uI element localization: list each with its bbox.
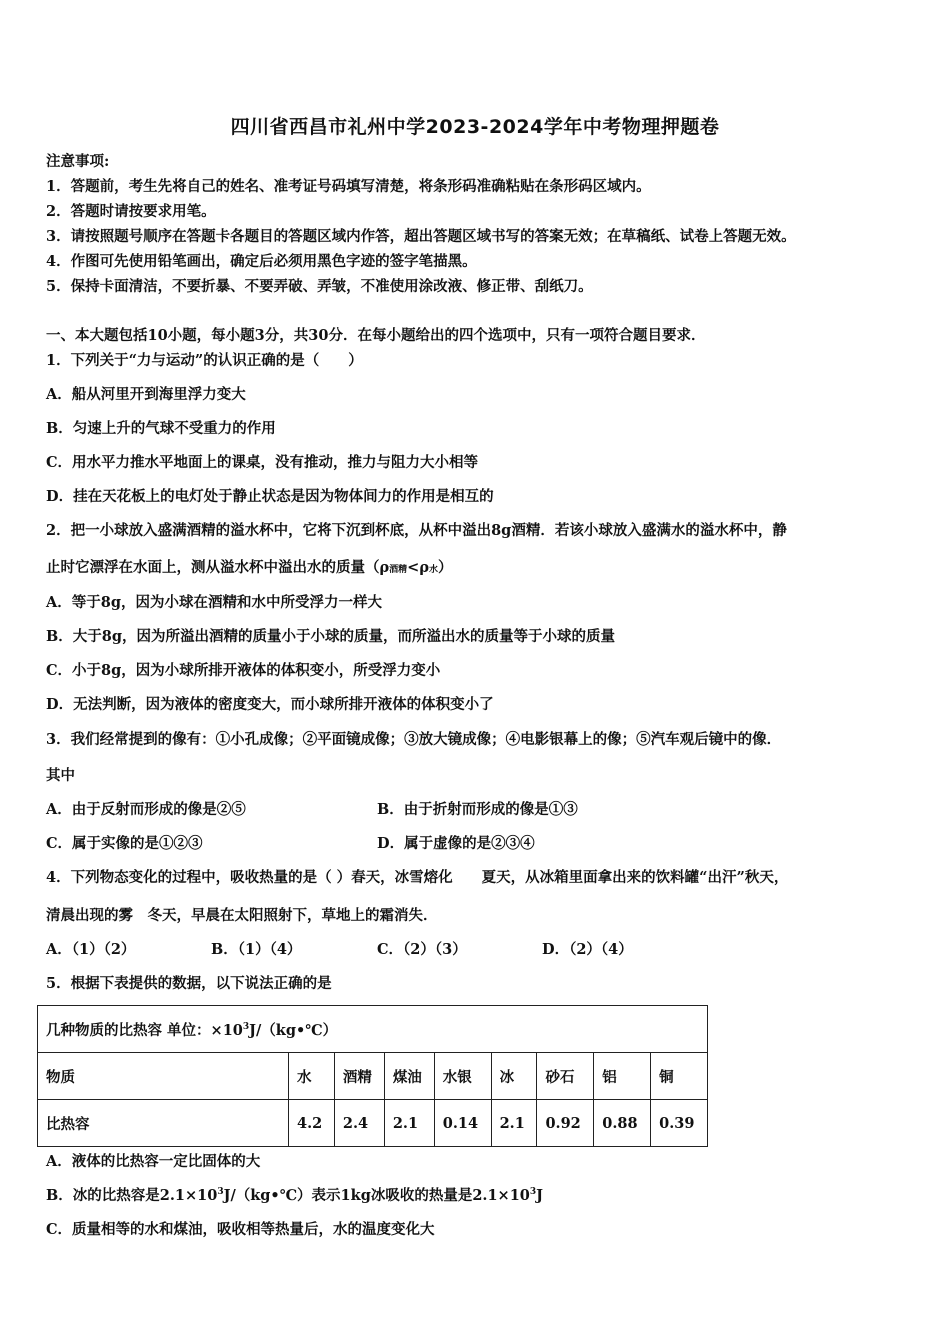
question-5-option-a: A．液体的比热容一定比固体的大 <box>46 1153 261 1170</box>
superscript: 3 <box>217 1187 224 1198</box>
table-cell: 4.2 <box>289 1100 335 1147</box>
table-cell: 0.88 <box>594 1100 651 1147</box>
table-row-label: 比热容 <box>38 1100 289 1147</box>
page-title: 四川省西昌市礼州中学2023-2024学年中考物理押题卷 <box>230 116 720 138</box>
superscript: 3 <box>529 1187 537 1198</box>
subscript-alcohol: 酒精 <box>389 565 408 575</box>
question-2-stem-text: 止时它漂浮在水面上，测从溢水杯中溢出水的质量（ρ <box>46 559 390 576</box>
question-2-stem-line2 <box>46 558 452 580</box>
question-3-option-c: C．属于实像的是①②③ <box>46 835 203 852</box>
question-2-option-d: D．无法判断，因为液体的密度变大，而小球所排开液体的体积变小了 <box>46 696 494 713</box>
table-header-cell: 水银 <box>434 1053 491 1100</box>
notice-heading: 注意事项: <box>46 153 110 170</box>
table-cell: 2.1 <box>491 1100 537 1147</box>
table-header-cell: 煤油 <box>384 1053 434 1100</box>
question-4-option-c: C．（2）（3） <box>377 941 467 958</box>
table-header-cell: 酒精 <box>334 1053 384 1100</box>
question-2-option-c: C．小于8g，因为小球所排开液体的体积变小，所受浮力变小 <box>46 662 441 679</box>
notice-item: 3．请按照题号顺序在答题卡各题目的答题区域内作答，超出答题区域书写的答案无效；在草稿纸、试卷上答题无效。 <box>46 228 796 245</box>
table-cell: 2.1 <box>384 1100 434 1147</box>
question-3-option-a: A．由于反射而形成的像是②⑤ <box>46 801 246 818</box>
question-1-option-a: A．船从河里开到海里浮力变大 <box>46 386 246 403</box>
question-3-stem-line1: 3．我们经常提到的像有：①小孔成像；②平面镜成像；③放大镜成像；④电影银幕上的像；⑤汽车观后镜中的像． <box>46 731 782 748</box>
question-4-option-b: B．（1）（4） <box>211 941 302 958</box>
question-1-option-c: C．用水平力推水平地面上的课桌，没有推动，推力与阻力大小相等 <box>46 454 479 471</box>
question-1-option-d: D．挂在天花板上的电灯处于静止状态是因为物体间力的作用是相互的 <box>46 488 494 505</box>
question-5-stem: 5．根据下表提供的数据，以下说法正确的是 <box>46 975 332 992</box>
question-1-option-b: B．匀速上升的气球不受重力的作用 <box>46 420 276 437</box>
question-4-stem-line1: 4．下列物态变化的过程中，吸收热量的是（ ）春天，冰雪熔化 夏天，从冰箱里面拿出来的饮料罐“出汗”秋天， <box>46 869 789 886</box>
question-3-option-b: B．由于折射而形成的像是①③ <box>377 801 578 818</box>
caption-superscript: 3 <box>242 1021 250 1032</box>
option-b-text: B．冰的比热容是2.1×10 <box>46 1187 218 1204</box>
caption-unit: J/（kg•℃） <box>249 1021 338 1039</box>
table-row <box>38 1100 708 1147</box>
table-header-cell: 铜 <box>651 1053 708 1100</box>
notice-item: 2．答题时请按要求用笔。 <box>46 203 216 220</box>
table-cell: 0.92 <box>537 1100 594 1147</box>
question-3-option-d: D．属于虚像的是②③④ <box>377 835 535 852</box>
table-header-label: 物质 <box>38 1053 289 1100</box>
caption-text: 几种物质的比热容 单位：×10 <box>46 1021 243 1039</box>
less-than-rho: <ρ <box>407 559 429 576</box>
specific-heat-table <box>37 1005 708 1147</box>
closing-paren: ） <box>437 559 453 576</box>
question-2-option-b: B．大于8g，因为所溢出酒精的质量小于小球的质量，而所溢出水的质量等于小球的质量 <box>46 628 615 645</box>
question-3-stem-line2: 其中 <box>46 767 75 784</box>
notice-item: 1．答题前，考生先将自己的姓名、准考证号码填写清楚，将条形码准确粘贴在条形码区域内。 <box>46 178 651 195</box>
table-header-cell: 铝 <box>594 1053 651 1100</box>
question-4-option-a: A．（1）（2） <box>46 941 136 958</box>
table-cell: 0.39 <box>651 1100 708 1147</box>
question-4-option-d: D．（2）（4） <box>542 941 633 958</box>
table-caption <box>38 1006 708 1053</box>
table-cell: 2.4 <box>334 1100 384 1147</box>
table-cell: 0.14 <box>434 1100 491 1147</box>
table-header-cell: 冰 <box>491 1053 537 1100</box>
question-5-option-b <box>46 1186 543 1206</box>
question-1-stem: 1．下列关于“力与运动”的认识正确的是（ ） <box>46 352 363 369</box>
notice-item: 5．保持卡面清洁，不要折暴、不要弄破、弄皱，不准使用涂改液、修正带、刮纸刀。 <box>46 278 593 295</box>
option-b-unit: J <box>536 1187 544 1204</box>
question-2-option-a: A．等于8g，因为小球在酒精和水中所受浮力一样大 <box>46 594 382 611</box>
option-b-text-mid: J/（kg•℃）表示1kg冰吸收的热量是2.1×10 <box>223 1187 530 1204</box>
question-4-stem-line2: 清晨出现的雾 冬天，早晨在太阳照射下，草地上的霜消失． <box>46 907 438 924</box>
notice-item: 4．作图可先使用铅笔画出，确定后必须用黑色字迹的签字笔描黑。 <box>46 253 477 270</box>
question-2-stem-line1: 2．把一小球放入盛满酒精的溢水杯中，它将下沉到杯底，从杯中溢出8g酒精．若该小球放入盛满水的溢水杯中，静 <box>46 522 787 539</box>
table-header-cell: 水 <box>289 1053 335 1100</box>
question-5-option-c: C．质量相等的水和煤油，吸收相等热量后，水的温度变化大 <box>46 1221 435 1238</box>
subscript-water: 水 <box>428 565 438 575</box>
table-caption-row <box>38 1006 708 1053</box>
section-heading: 一、本大题包括10小题，每小题3分，共30分．在每小题给出的四个选项中，只有一项符合题目要求． <box>46 327 706 344</box>
table-header-cell: 砂石 <box>537 1053 594 1100</box>
table-header-row <box>38 1053 708 1100</box>
